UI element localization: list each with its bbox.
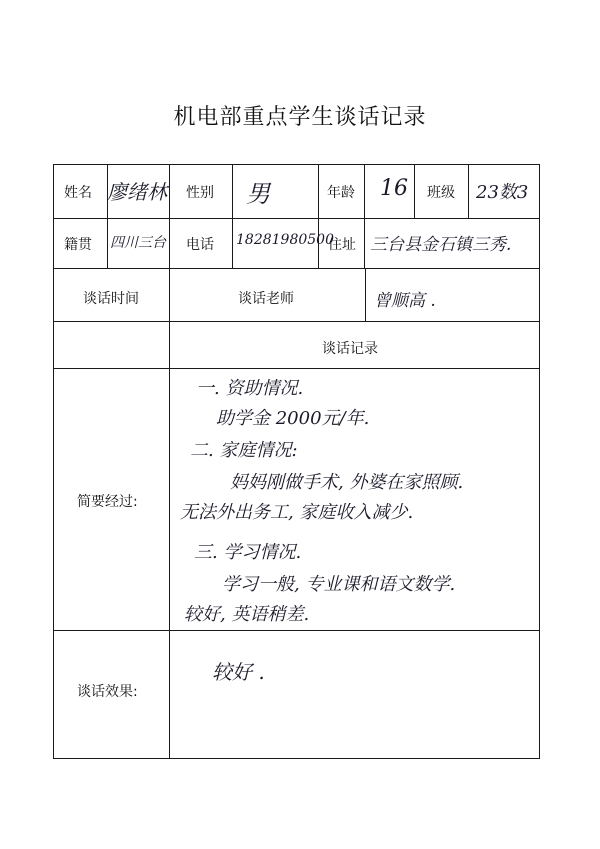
address-value: 三台县金石镇三秀. [370, 235, 512, 255]
phone-label: 电话 [186, 237, 214, 253]
teacher-label: 谈话老师 [238, 291, 294, 307]
summary-line: 妈妈刚做手术, 外婆在家照顾. [230, 472, 464, 493]
page-title: 机电部重点学生谈话记录 [173, 105, 427, 130]
summary-line: 助学金 2000元/年. [216, 408, 370, 429]
gender-value: 男 [246, 180, 270, 208]
summary-line: 二. 家庭情况: [190, 440, 298, 461]
table-rule-col8 [468, 164, 469, 218]
name-label: 姓名 [64, 185, 92, 201]
table-rule-col7 [414, 164, 415, 218]
teacher-value: 曾顺高 . [374, 291, 436, 311]
summary-line: 学习一般, 专业课和语文数学. [222, 574, 456, 595]
table-rule-col3 [232, 164, 233, 268]
class-value: 23数3 [476, 182, 529, 203]
record-label: 谈话记录 [322, 341, 378, 357]
table-border-left [53, 164, 54, 759]
effect-value: 较好 . [212, 660, 265, 684]
origin-label: 籍贯 [64, 237, 92, 253]
table-rule-col2 [169, 164, 170, 758]
age-value: 16 [380, 176, 408, 201]
summary-line: 三. 学习情况. [194, 542, 302, 563]
phone-value: 18281980500 [236, 232, 334, 248]
summary-line: 无法外出务工, 家庭收入减少. [180, 502, 414, 523]
summary-line: 较好, 英语稍差. [184, 604, 310, 625]
gender-label: 性别 [186, 185, 214, 201]
address-label: 住址 [328, 237, 356, 253]
talk-time-label: 谈话时间 [83, 291, 139, 307]
table-rule-row1 [53, 218, 540, 219]
effect-label: 谈话效果: [77, 684, 138, 700]
table-border-right [539, 164, 540, 759]
table-border-bottom [53, 758, 540, 759]
name-value: 廖绪林 [107, 180, 167, 204]
table-rule-row2 [53, 268, 540, 269]
age-label: 年龄 [327, 185, 355, 201]
table-rule-row3 [53, 321, 540, 322]
table-border-top [53, 164, 540, 165]
table-rule-col5 [364, 164, 365, 268]
origin-value: 四川三台 [110, 235, 166, 251]
summary-line: 一. 资助情况. [196, 378, 304, 399]
summary-label: 简要经过: [77, 494, 138, 510]
class-label: 班级 [427, 185, 455, 201]
table-rule-col6 [365, 268, 366, 321]
table-rule-col4 [318, 164, 319, 268]
table-rule-row4 [53, 368, 540, 369]
table-rule-row5 [53, 630, 540, 631]
